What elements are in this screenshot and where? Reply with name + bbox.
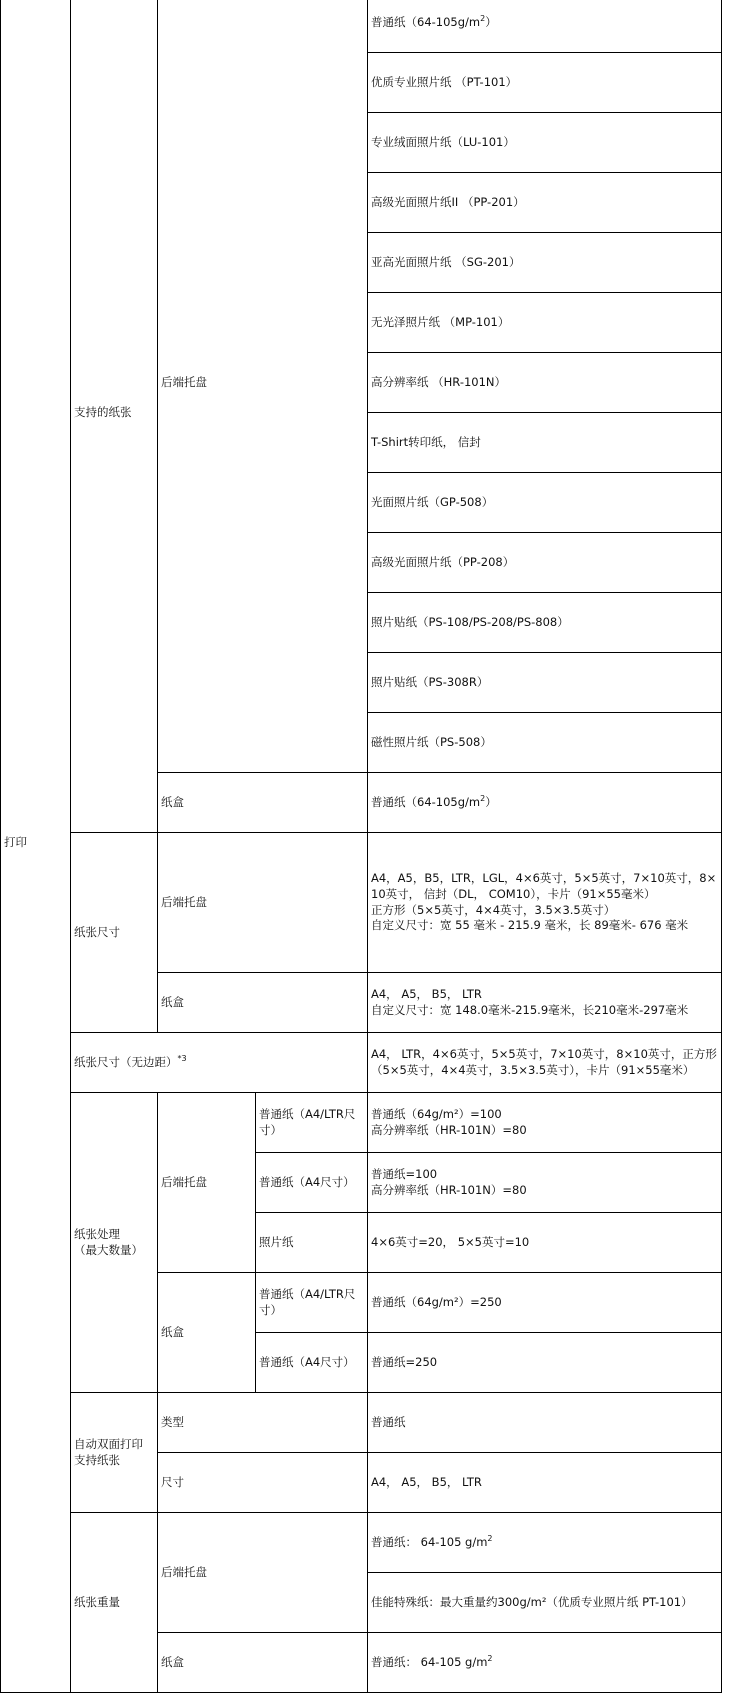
weight-value: 普通纸： 64-105 $g/m^2$ [368, 1513, 722, 1573]
paper-type-item: 优质专业照片纸 （PT-101） [368, 53, 722, 113]
section-print-label: 打印 [1, 0, 71, 1693]
supported-paper-label: 支持的纸张 [71, 0, 158, 833]
duplex-size-label: 尺寸 [158, 1453, 368, 1513]
handling-capacity: 普通纸=250 [368, 1333, 722, 1393]
rear-tray-label: 后端托盘 [158, 0, 368, 773]
handling-paper-type: 普通纸（A4/LTR尺寸） [256, 1273, 368, 1333]
duplex-type-label: 类型 [158, 1393, 368, 1453]
paper-type-item: 普通纸$(64-105g/m^2)$ [368, 0, 722, 53]
paper-type-item: 磁性照片纸（PS-508） [368, 713, 722, 773]
paper-type-item: 高级光面照片纸（PP-208） [368, 533, 722, 593]
paper-type-item: 专业绒面照片纸（LU-101） [368, 113, 722, 173]
cassette-label: 纸盒 [158, 1273, 256, 1393]
duplex-size-value: A4， A5， B5， LTR [368, 1453, 722, 1513]
handling-capacity: 普通纸=100 高分辨率纸（HR-101N）=80 [368, 1153, 722, 1213]
duplex-label: 自动双面打印 支持纸张 [71, 1393, 158, 1513]
duplex-type-value: 普通纸 [368, 1393, 722, 1453]
paper-type-item: 亚高光面照片纸 （SG-201） [368, 233, 722, 293]
borderless-size-value: A4， LTR，4×6英寸，5×5英寸，7×10英寸，8×10英寸，正方形（5×5英寸，4×4英寸，3.5×3.5英寸），卡片（91×55毫米） [368, 1033, 722, 1093]
rear-tray-label: 后端托盘 [158, 1093, 256, 1273]
paper-weight-label: 纸张重量 [71, 1513, 158, 1693]
paper-size-cassette-value: A4， A5， B5， LTR 自定义尺寸：宽 148.0毫米-215.9毫米，长210毫米-297毫米 [368, 973, 722, 1033]
cassette-label: 纸盒 [158, 1633, 368, 1693]
handling-capacity: 4×6英寸=20， 5×5英寸=10 [368, 1213, 722, 1273]
paper-size-label: 纸张尺寸 [71, 833, 158, 1033]
paper-type-item: 高级光面照片纸II （PP-201） [368, 173, 722, 233]
weight-value: 普通纸： 64-105 $g/m^2$ [368, 1633, 722, 1693]
handling-paper-type: 普通纸（A4尺寸） [256, 1333, 368, 1393]
paper-type-item: 无光泽照片纸 （MP-101） [368, 293, 722, 353]
paper-type-item: 高分辨率纸 （HR-101N） [368, 353, 722, 413]
borderless-size-label: 纸张尺寸（无边距）$^{*3}$ [71, 1033, 368, 1093]
rear-tray-label: 后端托盘 [158, 833, 368, 973]
handling-capacity: 普通纸（64g/m²）=250 [368, 1273, 722, 1333]
cassette-label: 纸盒 [158, 773, 368, 833]
paper-type-item: 光面照片纸（GP-508） [368, 473, 722, 533]
paper-size-rear-value: A4，A5，B5，LTR，LGL，4×6英寸，5×5英寸，7×10英寸，8×10英寸， 信封（DL， COM10），卡片（91×55毫米） 正方形（5×5英寸，4×4英寸，3.5×3.5英寸） 自定义尺寸：宽 55 毫米 - 215.9 毫米，长 89毫米- 676 毫米 [368, 833, 722, 973]
handling-paper-type: 照片纸 [256, 1213, 368, 1273]
paper-handling-label: 纸张处理 （最大数量） [71, 1093, 158, 1393]
paper-type-item: 照片贴纸（PS-108/PS-208/PS-808） [368, 593, 722, 653]
rear-tray-label: 后端托盘 [158, 1513, 368, 1633]
handling-paper-type: 普通纸（A4尺寸） [256, 1153, 368, 1213]
cassette-label: 纸盒 [158, 973, 368, 1033]
weight-value: 佳能特殊纸：最大重量约300g/m²（优质专业照片纸 PT-101） [368, 1573, 722, 1633]
cassette-paper-item: 普通纸$(64-105g/m^2)$ [368, 773, 722, 833]
handling-capacity: 普通纸（64g/m²）=100 高分辨率纸（HR-101N）=80 [368, 1093, 722, 1153]
paper-type-item: 照片贴纸（PS-308R） [368, 653, 722, 713]
handling-paper-type: 普通纸（A4/LTR尺寸） [256, 1093, 368, 1153]
paper-type-item: T-Shirt转印纸， 信封 [368, 413, 722, 473]
